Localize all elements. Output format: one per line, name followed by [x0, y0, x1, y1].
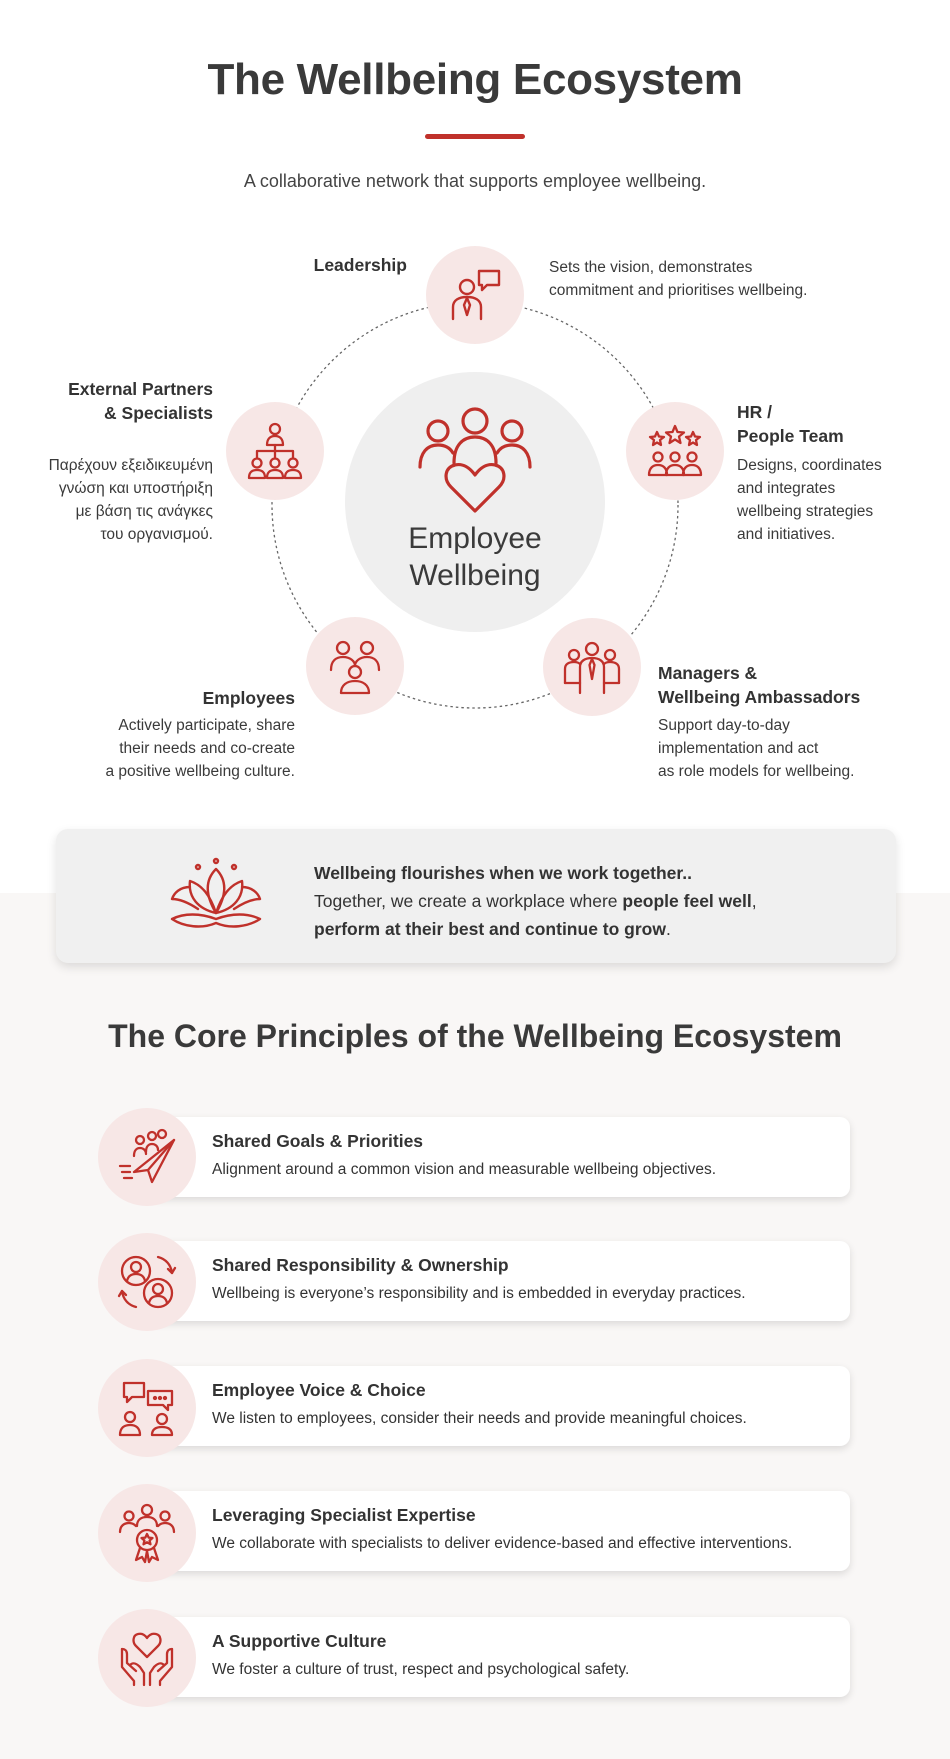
principle-icon-circle [98, 1609, 196, 1707]
partners-label-line1: External Partners [68, 379, 213, 399]
principle-title: A Supportive Culture [212, 1631, 387, 1651]
employees-desc-line2: their needs and co-create [119, 740, 295, 757]
employees-desc [60, 714, 295, 783]
partners-label-line2: & Specialists [104, 403, 213, 423]
principle-title: Shared Goals & Priorities [212, 1131, 424, 1151]
leadership-desc-line1: Sets the vision, demonstrates [549, 259, 753, 276]
managers-desc-line1: Support day-to-day [658, 717, 790, 734]
partners-desc-line4: του οργανισμού. [100, 526, 213, 543]
node-managers [543, 618, 641, 716]
conversation-icon [116, 1377, 178, 1439]
group-heart-icon [418, 405, 532, 515]
node-leadership [426, 246, 524, 344]
managers-desc-line2: implementation and act [658, 740, 819, 757]
principle-icon-circle [98, 1233, 196, 1331]
leadership-desc-line2: commitment and prioritises wellbeing. [549, 282, 808, 299]
partners-desc [10, 454, 213, 546]
principle-desc: We foster a culture of trust, respect and psychological safety. [212, 1661, 630, 1678]
partners-label [20, 377, 213, 425]
hr-desc-line3: wellbeing strategies [737, 503, 874, 520]
page-subtitle: A collaborative network that supports employee wellbeing. [243, 171, 707, 191]
node-partners [226, 402, 324, 500]
principle-icon-circle [98, 1484, 196, 1582]
stars-team-icon [645, 421, 705, 481]
managers-label-line2: Wellbeing Ambassadors [658, 687, 861, 707]
node-hr [626, 402, 724, 500]
hr-label-line1: HR / [737, 402, 772, 422]
page-title: The Wellbeing Ecosystem [207, 55, 743, 104]
principle-title: Leveraging Specialist Expertise [212, 1505, 476, 1525]
hr-desc-line1: Designs, coordinates [737, 457, 882, 474]
managers-label [658, 661, 918, 709]
managers-desc-line3: as role models for wellbeing. [658, 763, 855, 780]
principle-title: Shared Responsibility & Ownership [212, 1255, 509, 1275]
title-underline [425, 134, 525, 139]
principle-desc: We collaborate with specialists to deliver evidence-based and effective interventions. [212, 1535, 793, 1552]
principle-card [150, 1366, 850, 1446]
partners-desc-line3: με βάση τις ανάγκες [75, 503, 213, 520]
hr-label-line2: People Team [737, 426, 844, 446]
core-label [345, 520, 605, 594]
partners-desc-line1: Παρέχουν εξειδικευμένη [48, 457, 213, 474]
managers-icon [562, 637, 622, 697]
leader-speech-icon [445, 265, 505, 325]
people-cycle-icon [116, 1251, 178, 1313]
employees-icon [325, 636, 385, 696]
hr-label [737, 400, 937, 448]
principle-desc: Alignment around a common vision and measurable wellbeing objectives. [212, 1161, 717, 1178]
hr-desc-line4: and initiatives. [737, 526, 836, 543]
principle-title: Employee Voice & Choice [212, 1380, 426, 1400]
principle-card [150, 1241, 850, 1321]
core-label-line1: Employee [408, 522, 542, 555]
principle-card [150, 1617, 850, 1697]
leadership-label: Leadership [313, 255, 407, 275]
banner-line2-post: , [751, 891, 757, 911]
principles-title: The Core Principles of the Wellbeing Ecosystem [108, 1018, 842, 1054]
banner-line2-pre: Together, we create a workplace where [314, 891, 623, 911]
employees-desc-line1: Actively participate, share [118, 717, 295, 734]
together-banner [56, 829, 896, 963]
banner-line2-bold: people feel well [622, 891, 752, 911]
managers-label-line1: Managers & [658, 663, 758, 683]
hands-heart-icon [116, 1627, 178, 1689]
hr-desc [737, 454, 937, 546]
principle-desc: We listen to employees, consider their needs and provide meaningful choices. [212, 1410, 747, 1427]
banner-text [314, 859, 854, 943]
principle-desc: Wellbeing is everyone’s responsibility and is embedded in everyday practices. [212, 1285, 746, 1302]
principle-icon-circle [98, 1359, 196, 1457]
expert-badge-icon [116, 1502, 178, 1564]
leadership-desc [549, 256, 869, 302]
principle-card [150, 1491, 850, 1571]
partners-desc-line2: γνώση και υποστήριξη [58, 480, 213, 497]
network-icon [245, 421, 305, 481]
lotus-icon [168, 857, 264, 935]
hr-desc-line2: and integrates [737, 480, 836, 497]
node-employees [306, 617, 404, 715]
core-label-line2: Wellbeing [409, 559, 541, 592]
banner-line1: Wellbeing flourishes when we work together.. [314, 863, 692, 883]
banner-line3-post: . [665, 919, 671, 939]
employees-desc-line3: a positive wellbeing culture. [105, 763, 295, 780]
paper-plane-team-icon [116, 1126, 178, 1188]
managers-desc [658, 714, 918, 783]
principle-card [150, 1117, 850, 1197]
banner-line3-bold: perform at their best and continue to grow [314, 919, 666, 939]
principle-icon-circle [98, 1108, 196, 1206]
employees-label: Employees [202, 688, 295, 708]
